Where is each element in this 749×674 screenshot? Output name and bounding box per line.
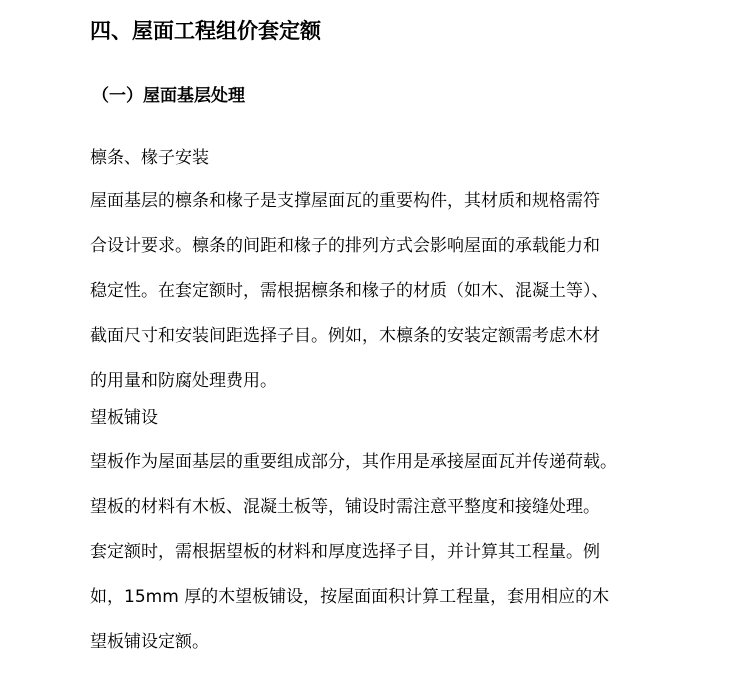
paragraph-roof-boarding (90, 449, 680, 674)
paragraph-line: 望板作为屋面基层的重要组成部分，其作用是承接屋面瓦并传递荷载。 (90, 452, 617, 472)
paragraph-line: 的用量和防腐处理费用。 (90, 371, 277, 391)
paragraph-line: 截面尺寸和安装间距选择子目。例如，木檩条的安装定额需考虑木材 (90, 326, 600, 346)
section-title-roof-boarding: 望板铺设 (90, 408, 158, 428)
page-title: 四、屋面工程组价套定额 (90, 19, 321, 43)
paragraph-purlins-rafters (90, 188, 680, 413)
paragraph-line: 望板的材料有木板、混凝土板等，铺设时需注意平整度和接缝处理。 (90, 497, 600, 517)
paragraph-line: 屋面基层的檩条和椽子是支撑屋面瓦的重要构件，其材质和规格需符 (90, 191, 600, 211)
section-title-purlins-rafters: 檩条、椽子安装 (90, 148, 209, 168)
paragraph-line: 合设计要求。檩条的间距和椽子的排列方式会影响屋面的承载能力和 (90, 236, 600, 256)
section-subheading: （一）屋面基层处理 (92, 86, 245, 106)
paragraph-line: 望板铺设定额。 (90, 632, 209, 652)
paragraph-line: 套定额时，需根据望板的材料和厚度选择子目，并计算其工程量。例 (90, 542, 600, 562)
paragraph-line: 如，15mm 厚的木望板铺设，按屋面面积计算工程量，套用相应的木 (90, 587, 610, 607)
paragraph-line: 稳定性。在套定额时，需根据檩条和椽子的材质（如木、混凝土等）、 (90, 281, 609, 301)
